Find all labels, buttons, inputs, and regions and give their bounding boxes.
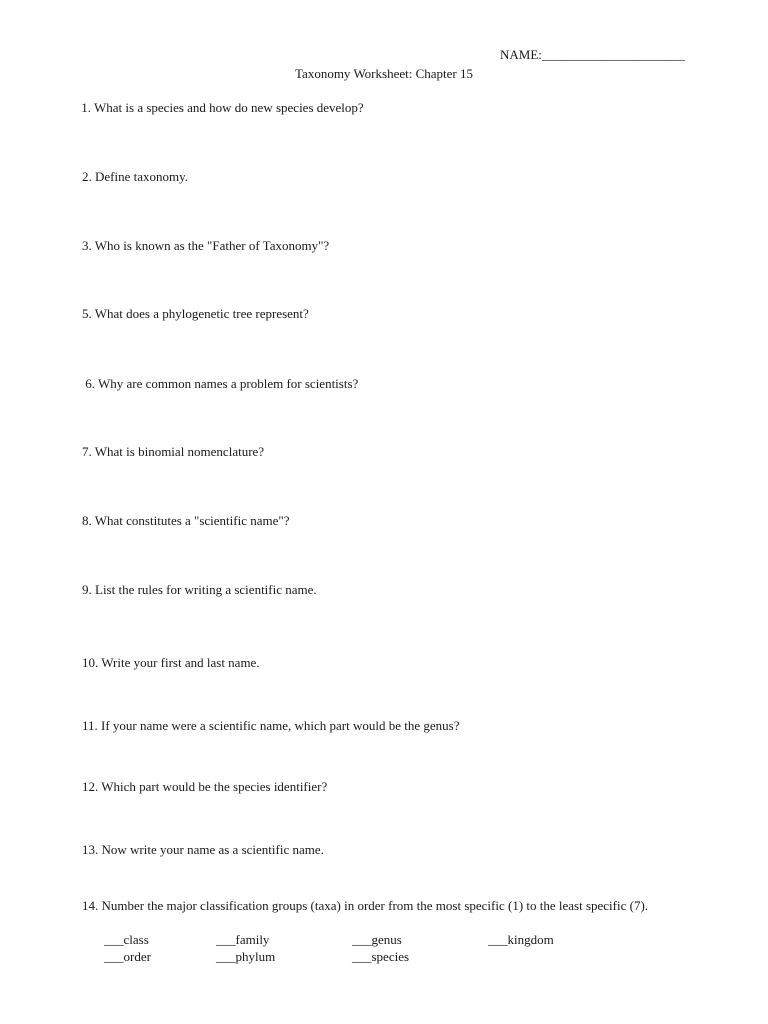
question-6: 6. Why are common names a problem for scientists? [82,376,359,391]
question-10: 10. Write your first and last name. [82,655,260,670]
taxon-family: ___family [216,932,270,947]
question-13: 13. Now write your name as a scientific name. [82,842,324,857]
question-2: 2. Define taxonomy. [82,169,189,184]
taxa-list [104,932,664,966]
taxa-row [104,932,664,949]
page-title: Taxonomy Worksheet: Chapter 15 [295,66,473,81]
question-5: 5. What does a phylogenetic tree represent? [82,306,309,321]
question-11: 11. If your name were a scientific name, which part would be the genus? [82,718,460,733]
question-8: 8. What constitutes a "scientific name"? [82,513,290,528]
question-9: 9. List the rules for writing a scientific name. [82,582,317,597]
question-7: 7. What is binomial nomenclature? [82,444,265,459]
name-field: NAME:______________________ [500,47,685,62]
question-12: 12. Which part would be the species identifier? [82,779,328,794]
question-1: 1. What is a species and how do new species develop? [78,100,364,115]
taxon-kingdom: ___kingdom [488,932,554,947]
taxon-species: ___species [352,949,410,964]
taxon-order: ___order [104,949,151,964]
taxon-class: ___class [104,932,149,947]
question-3: 3. Who is known as the "Father of Taxonomy"? [82,238,330,253]
question-14: 14. Number the major classification groups (taxa) in order from the most specific (1) to the least specific (7). [82,898,649,913]
taxon-phylum: ___phylum [216,949,276,964]
taxon-genus: ___genus [352,932,402,947]
taxa-row [104,949,664,966]
